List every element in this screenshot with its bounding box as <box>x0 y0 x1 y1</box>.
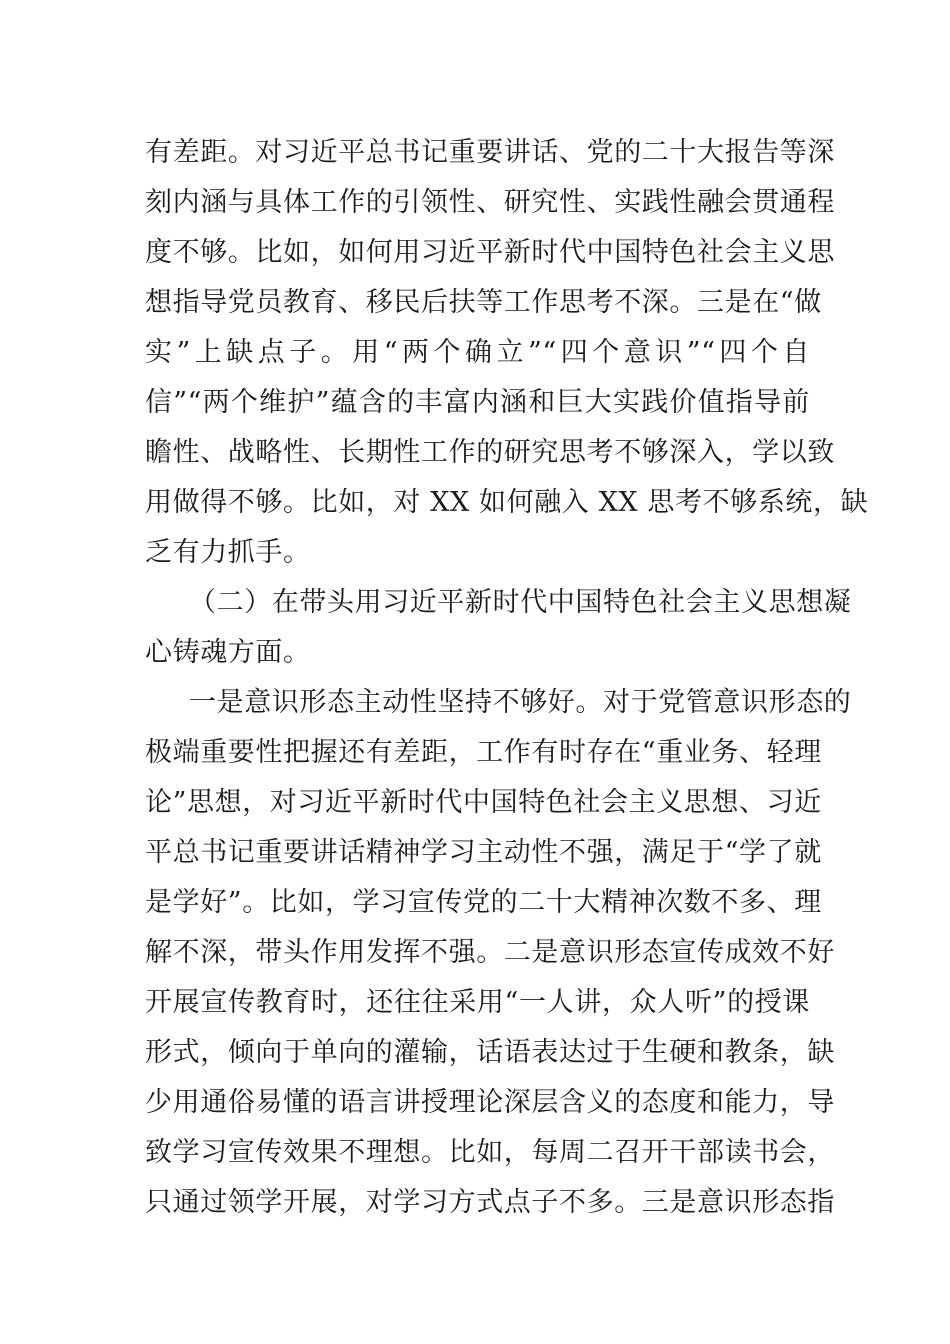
text-line: 想指导党员教育、移民后扶等工作思考不深。三是在“做 <box>145 287 822 318</box>
text-line: 开展宣传教育时，还往往采用“一人讲，众人听”的授课 <box>145 987 810 1018</box>
text-line: 致学习宣传效果不理想。比如，每周二召开干部读书会， <box>145 1137 835 1168</box>
text-line: 只通过领学开展，对学习方式点子不多。三是意识形态指 <box>145 1187 835 1218</box>
section-heading-2 <box>145 578 852 678</box>
text-line: 论”思想，对习近平新时代中国特色社会主义思想、习近 <box>145 787 822 818</box>
text-line: 有差距。对习近平总书记重要讲话、党的二十大报告等深 <box>145 137 835 168</box>
text-line: 度不够。比如，如何用习近平新时代中国特色社会主义思 <box>145 237 835 268</box>
text-line: 用做得不够。比如，对 XX 如何融入 XX 思考不够系统，缺 <box>145 487 869 518</box>
paragraph-3 <box>145 678 852 1228</box>
text-line: 刻内涵与具体工作的引领性、研究性、实践性融会贯通程 <box>145 187 835 218</box>
text-line: 是学好”。比如，学习宣传党的二十大精神次数不多、理 <box>145 887 822 918</box>
text-line: 实”上缺点子。用“两个确立”“四个意识”“四个自 <box>145 337 810 368</box>
heading-line: （二）在带头用习近平新时代中国特色社会主义思想凝 <box>189 587 852 618</box>
text-line: 形式，倾向于单向的灌输，话语表达过于生硬和教条，缺 <box>145 1037 835 1068</box>
document-body <box>145 128 869 1228</box>
text-line: 极端重要性把握还有差距，工作有时存在“重业务、轻理 <box>145 737 822 768</box>
text-line: 信”“两个维护”蕴含的丰富内涵和巨大实践价值指导前 <box>145 387 810 418</box>
heading-line: 心铸魂方面。 <box>145 637 311 668</box>
text-line: 少用通俗易懂的语言讲授理论深层含义的态度和能力，导 <box>145 1087 835 1118</box>
text-line: 瞻性、战略性、长期性工作的研究思考不够深入，学以致 <box>145 437 835 468</box>
text-line: 一是意识形态主动性坚持不够好。对于党管意识形态的 <box>189 687 852 718</box>
text-line: 平总书记重要讲话精神学习主动性不强，满足于“学了就 <box>145 837 822 868</box>
paragraph-1 <box>145 128 869 578</box>
text-line: 乏有力抓手。 <box>145 537 311 568</box>
text-line: 解不深，带头作用发挥不强。二是意识形态宣传成效不好 <box>145 937 835 968</box>
